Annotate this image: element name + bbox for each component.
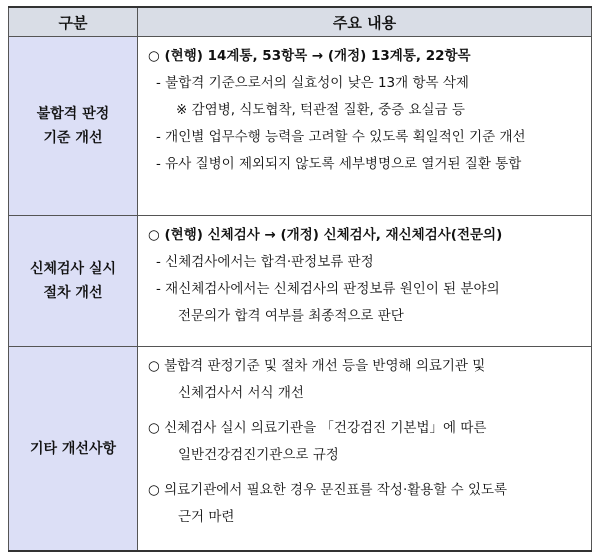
- reform-summary-table: [8, 6, 592, 552]
- header-content: 주요 내용: [138, 7, 592, 37]
- table-header-row: [9, 7, 592, 37]
- note-item: ※ 감염병, 식도협착, 턱관절 질환, 중증 요실금 등: [176, 102, 465, 118]
- category-line: 기타 개선사항: [29, 440, 117, 457]
- sub-item: - 유사 질병이 제외되지 않도록 세부병명으로 열거된 질환 통합: [156, 156, 522, 172]
- list-item: ○ 신체검사 실시 의료기관을 「건강검진 기본법」에 따른: [148, 420, 487, 436]
- table-row: [9, 216, 592, 347]
- list-item: ○ 의료기관에서 필요한 경우 문진표를 작성·활용할 수 있도록: [148, 482, 508, 498]
- row-content: [138, 216, 592, 347]
- sub-item: - 신체검사에서는 합격·판정보류 판정: [156, 254, 374, 270]
- continuation-line: 일반건강검진기관으로 규정: [178, 447, 339, 463]
- header-category: 구분: [9, 7, 138, 37]
- category-line: 기준 개선: [43, 130, 103, 146]
- row-category: [9, 347, 138, 552]
- continuation-line: 전문의가 합격 여부를 최종적으로 판단: [178, 308, 404, 324]
- continuation-line: 신체검사서 서식 개선: [178, 385, 304, 401]
- table-row: [9, 37, 592, 216]
- main-item: ○ (현행) 14계통, 53항목 → (개정) 13계통, 22항목: [148, 48, 471, 64]
- continuation-line: 근거 마련: [178, 509, 235, 525]
- main-item: ○ (현행) 신체검사 → (개정) 신체검사, 재신체검사(전문의): [148, 227, 503, 243]
- row-content: [138, 37, 592, 216]
- category-line: 절차 개선: [43, 285, 103, 301]
- table-row: [9, 347, 592, 552]
- row-content: [138, 347, 592, 552]
- category-line: 신체검사 실시: [29, 261, 117, 277]
- sub-item: - 재신체검사에서는 신체검사의 판정보류 원인이 된 분야의: [156, 281, 500, 297]
- sub-item: - 불합격 기준으로서의 실효성이 낮은 13개 항목 삭제: [156, 75, 469, 91]
- sub-item: - 개인별 업무수행 능력을 고려할 수 있도록 획일적인 기준 개선: [156, 129, 526, 145]
- list-item: ○ 불합격 판정기준 및 절차 개선 등을 반영해 의료기관 및: [148, 358, 486, 374]
- row-category: [9, 37, 138, 216]
- category-line: 불합격 판정: [36, 106, 110, 122]
- document: [8, 6, 592, 531]
- row-category: [9, 216, 138, 347]
